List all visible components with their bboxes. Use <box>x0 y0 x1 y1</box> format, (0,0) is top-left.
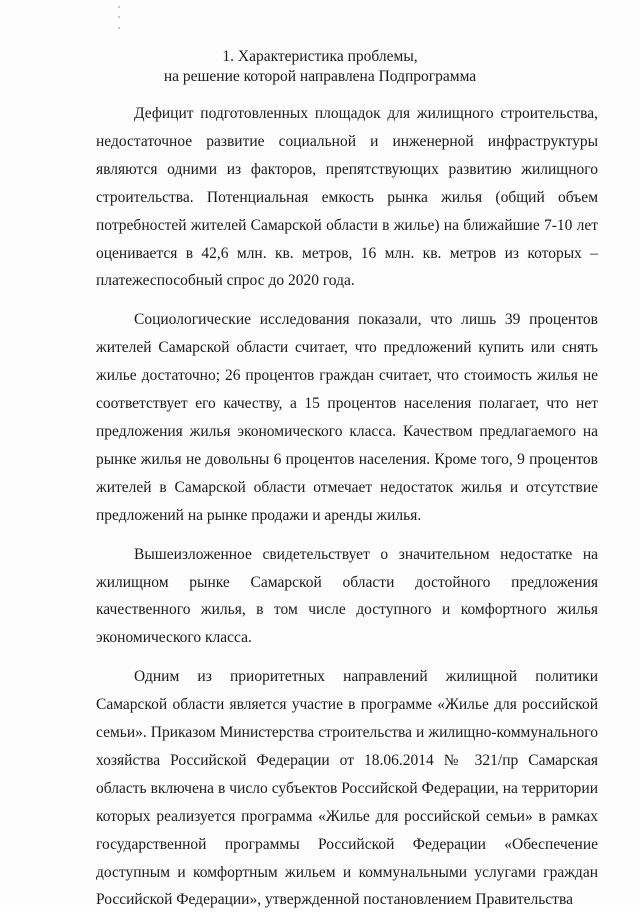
paragraph-housing-deficit: Дефицит подготовленных площадок для жилищного строительства, недостаточное развитие социальной и инженерной инфраструктуры являются одними из факторов, препятствующих развитию жилищного строительства. Потенциальная емкость рынка жилья (общий объем потребностей жителей Самарской области в жилье) на ближайшие 7-10 лет оценивается в 42,6 млн. кв. метров, 16 млн. кв. метров из которых – платежеспособный спрос до 2020 года. <box>96 105 598 290</box>
scan-dot-mark <box>118 27 120 29</box>
scan-dot-mark <box>118 16 120 18</box>
paragraph-market-shortage: Вышеизложенное свидетельствует о значительном недостатке на жилищном рынке Самарской области достойного предложения качественного жилья, в том числе доступного и комфортного жилья экономического класса. <box>96 545 598 647</box>
section-heading <box>0 47 640 87</box>
paragraph-sociological-research: Социологические исследования показали, что лишь 39 процентов жителей Самарской области считает, что предложений купить или снять жилье достаточно; 26 процентов граждан считает, что стоимость жилья не соответствует его качеству, а 15 процентов населения полагает, что нет предложения жилья экономического класса. Качеством предлагаемого на рынке жилья не довольны 6 процентов населения. Кроме того, 9 процентов жителей в Самарской области отмечает недостаток жилья и отсутствие предложений на рынке продажи и аренды жилья. <box>96 311 598 524</box>
section-heading-line-1: 1. Характеристика проблемы, <box>222 48 418 65</box>
document-body <box>96 100 598 914</box>
section-heading-line-2: на решение которой направлена Подпрограмма <box>163 68 477 85</box>
paragraph-housing-program: Одним из приоритетных направлений жилищной политики Самарской области является участие в программе «Жилье для российской семьи». Приказом Министерства строительства и жилищно-коммунального хозяйства Российской Федерации от 18.06.2014 № 321/пр Самарская область включена в число субъектов Российской Федерации, на территории которых реализуется программа «Жилье для российской семьи» в рамках государственной программы Российской Федерации «Обеспечение доступным и комфортным жильем и коммунальными услугами граждан Российской Федерации», утвержденной постановлением Правительства <box>96 668 598 909</box>
scan-dot-mark <box>118 6 120 8</box>
